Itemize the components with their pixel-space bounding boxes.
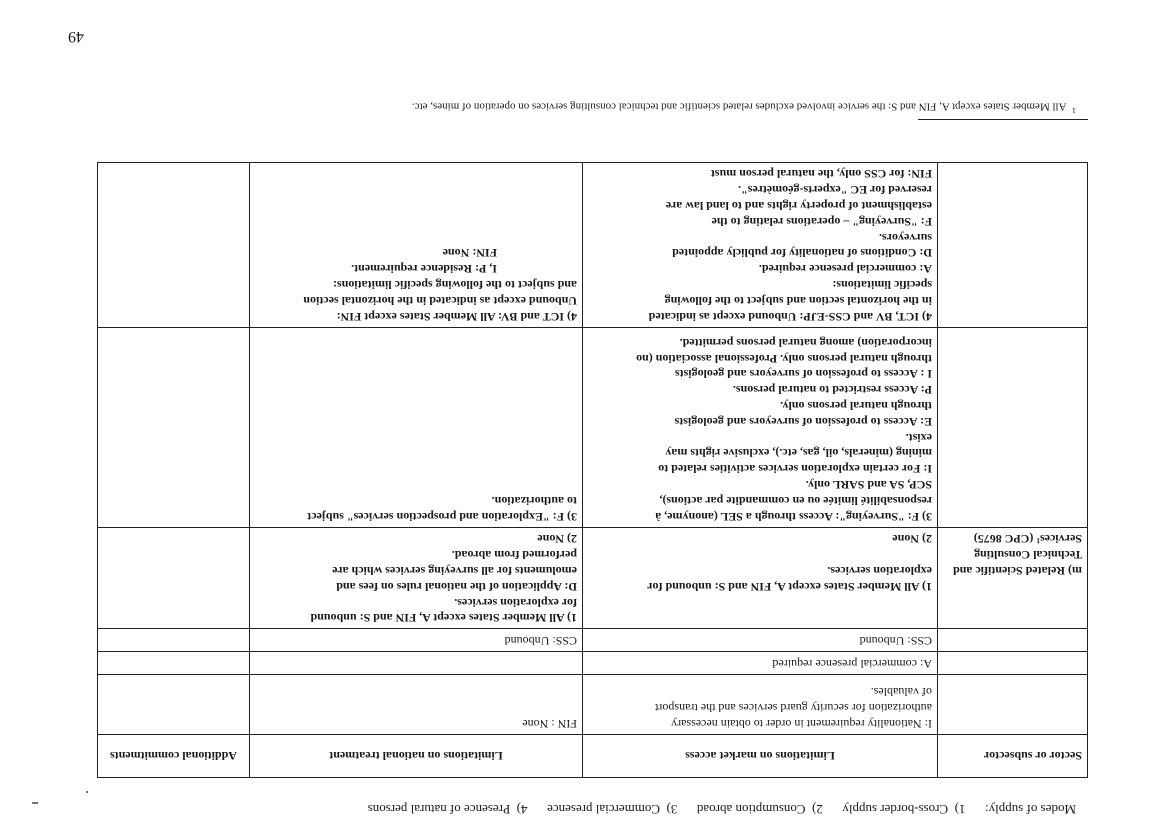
text-line: reserved for EC "experts-géomètres". bbox=[738, 183, 932, 198]
text-line: FIN: None bbox=[442, 246, 497, 261]
text-line: I, P: Residence requirement. bbox=[351, 262, 497, 277]
cell-sector bbox=[938, 629, 1088, 652]
scan-artifact bbox=[86, 791, 88, 793]
text-line: through natural persons only. Professional association (no bbox=[636, 351, 932, 366]
text-line: exploration services. bbox=[827, 564, 932, 579]
text-line: FIN: for CSS only, the natural person must bbox=[710, 167, 932, 182]
text-line: mining (minerals, oil, gas, etc.), exclusive rights may bbox=[665, 446, 932, 461]
table-header-row bbox=[98, 735, 1088, 778]
text-line: CSS: Unbound bbox=[504, 634, 577, 649]
cell-national bbox=[250, 327, 583, 527]
cell-national bbox=[250, 162, 583, 327]
header-national-treatment: Limitations on national treatment bbox=[250, 735, 583, 778]
cell-market bbox=[583, 675, 938, 735]
header-market-access: Limitations on market access bbox=[583, 735, 938, 778]
table-row bbox=[98, 652, 1088, 675]
text-line: Unbound except as indicated in the horizontal section bbox=[303, 293, 577, 308]
modes-of-supply: Modes of supply: 1) Cross-border supply 2) Consumption abroad 3) Commercial presence 4) Presence of natural persons bbox=[367, 802, 1076, 817]
text-line: 1) All Member States except A, FIN and S: unbound bbox=[310, 611, 577, 626]
text-line: exist. bbox=[905, 430, 932, 445]
text-line: 3) F: "Surveying": Access through a SEL (anonyme, à bbox=[655, 509, 932, 524]
text-line: Technical Consulting bbox=[974, 548, 1082, 563]
cell-market bbox=[583, 527, 938, 629]
cell-national bbox=[250, 527, 583, 629]
commitments-table bbox=[97, 162, 1088, 778]
cell-additional bbox=[98, 675, 250, 735]
text-line: A: commercial presence required bbox=[772, 657, 932, 671]
text-line bbox=[588, 546, 932, 562]
cell-additional bbox=[98, 527, 250, 629]
text-line: I : Access to profession of surveyors and geologists bbox=[674, 367, 932, 382]
text-line: I: Nationality requirement in order to obtain necessary bbox=[671, 717, 932, 731]
header-sector: Sector or subsector bbox=[938, 735, 1088, 778]
text-line: m) Related Scientific and bbox=[953, 564, 1082, 579]
text-line: authorization for security guard services and the transport bbox=[655, 701, 932, 716]
cell-national bbox=[250, 629, 583, 652]
text-line: 4) ICT, BV and CSS-EJP: Unbound except as indicated bbox=[648, 309, 932, 324]
cell-additional bbox=[98, 162, 250, 327]
cell-sector bbox=[938, 162, 1088, 327]
cell-additional bbox=[98, 652, 250, 675]
table-row bbox=[98, 527, 1088, 629]
footnote-rule bbox=[918, 119, 1088, 120]
text-line: 2) None bbox=[892, 532, 932, 547]
text-line: F: "Surveying" – operations relating to the bbox=[711, 214, 932, 229]
cell-national bbox=[250, 675, 583, 735]
footnote-marker: 1 bbox=[1072, 106, 1076, 115]
text-line: 3) F: "Exploration and prospection services" subject bbox=[307, 509, 577, 524]
cell-additional bbox=[98, 629, 250, 652]
text-line: performed from abroad. bbox=[451, 548, 577, 563]
text-line: 1) All Member States except A, FIN and S: unbound for bbox=[647, 579, 932, 594]
text-line: incorporation) among natural persons permitted. bbox=[679, 335, 932, 350]
footnote-text: All Member States except A, FIN and S: the service involved excludes related scientific and technical consulting services on operation of mines, etc. bbox=[411, 100, 1067, 113]
cell-market bbox=[583, 162, 938, 327]
cell-sector bbox=[938, 675, 1088, 735]
text-line: FIN : None bbox=[522, 717, 577, 731]
text-line: 2) None bbox=[537, 532, 577, 547]
cell-market bbox=[583, 327, 938, 527]
text-line: Services¹ (CPC 8675) bbox=[973, 532, 1082, 547]
text-line: responsabilité limitée ou en commandite par actions), bbox=[659, 493, 932, 508]
footnote bbox=[412, 100, 1076, 115]
cell-sector bbox=[938, 652, 1088, 675]
table-row bbox=[98, 327, 1088, 527]
text-line: specific limitations: bbox=[832, 278, 932, 293]
cell-sector bbox=[938, 527, 1088, 629]
text-line: A: commercial presence required. bbox=[758, 262, 932, 277]
page-number: 49 bbox=[68, 28, 84, 45]
scan-artifact bbox=[32, 802, 38, 804]
cell-market bbox=[583, 652, 938, 675]
table-row bbox=[98, 162, 1088, 327]
text-line: through natural persons only. bbox=[780, 399, 932, 414]
table-row bbox=[98, 675, 1088, 735]
text-line: CSS: Unbound bbox=[859, 634, 932, 649]
text-line: D: Application of the national rules on fees and bbox=[336, 579, 577, 594]
text-line: establishment of property rights and to land law are bbox=[665, 199, 932, 214]
cell-sector bbox=[938, 327, 1088, 527]
text-line: P: Access restricted to natural persons. bbox=[732, 383, 932, 398]
text-line: in the horizontal section and subject to the following bbox=[664, 293, 932, 308]
text-line: surveyors. bbox=[879, 230, 932, 245]
text-line: for exploration services. bbox=[454, 595, 577, 610]
text-line: and subject to the following specific limitations: bbox=[333, 278, 577, 293]
text-line: 4) ICT and BV: All Member States except FIN: bbox=[336, 309, 577, 324]
text-line: of valuables. bbox=[870, 685, 932, 700]
text-line: to authorization. bbox=[491, 493, 577, 508]
cell-market bbox=[583, 629, 938, 652]
table-row bbox=[98, 629, 1088, 652]
text-line: I: For certain exploration services activities related to bbox=[658, 462, 932, 477]
cell-additional bbox=[98, 327, 250, 527]
cell-national bbox=[250, 652, 583, 675]
text-line: SCP, SA and SARL only. bbox=[805, 478, 932, 493]
header-additional-commitments: Additional commitments bbox=[98, 735, 250, 778]
text-line: D: Conditions of nationality for publicly appointed bbox=[672, 246, 932, 261]
text-line: emoluments for all surveying services which are bbox=[332, 564, 577, 579]
text-line: E: Access to profession of surveyors and geologists bbox=[674, 414, 932, 429]
